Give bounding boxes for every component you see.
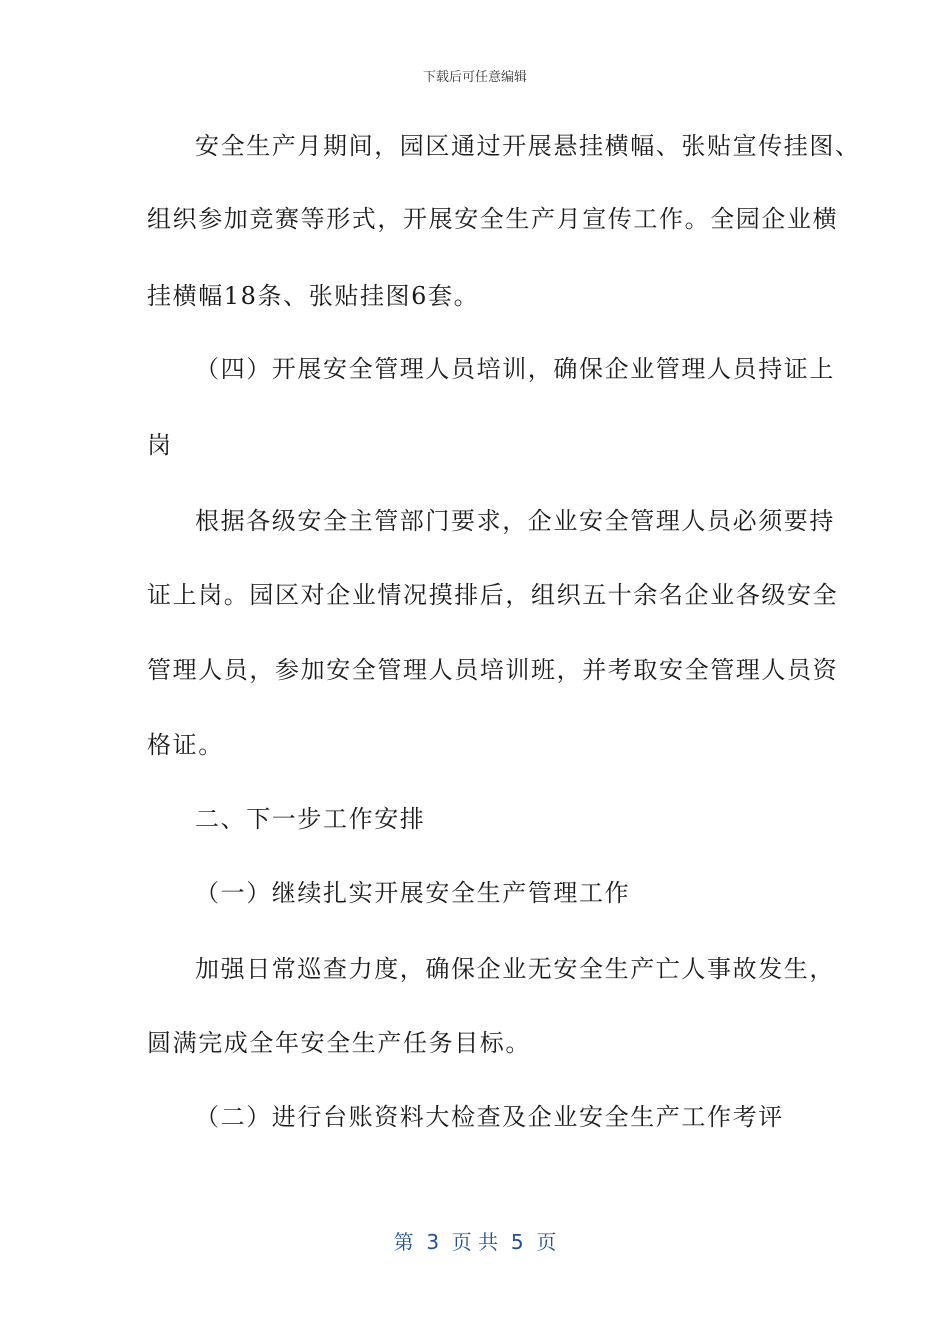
header-note: 下载后可任意编辑	[422, 70, 527, 85]
section-heading: 二、下一步工作安排	[195, 805, 426, 833]
paragraph-line: 圆满完成全年安全生产任务目标。	[147, 1029, 531, 1057]
paragraph-line: 管理人员，参加安全管理人员培训班，并考取安全管理人员资	[147, 656, 839, 684]
subsection-heading: （一）继续扎实开展安全生产管理工作	[195, 879, 631, 907]
paragraph-line: 安全生产月期间，园区通过开展悬挂横幅、张贴宣传挂图、	[195, 132, 861, 160]
paragraph-line: 挂横幅18条、张贴挂图6套。	[147, 282, 480, 310]
page-number-footer: 第 3 页 共 5 页	[393, 1230, 557, 1254]
paragraph-line: 证上岗。园区对企业情况摸排后，组织五十余名企业各级安全	[147, 581, 839, 609]
paragraph-line: 组织参加竞赛等形式，开展安全生产月宣传工作。全园企业横	[147, 205, 839, 233]
paragraph-line: 加强日常巡查力度，确保企业无安全生产亡人事故发生，	[195, 955, 835, 983]
section-heading: （四）开展安全管理人员培训，确保企业管理人员持证上	[195, 355, 835, 383]
paragraph-line: 根据各级安全主管部门要求，企业安全管理人员必须要持	[195, 507, 835, 535]
section-heading-continued: 岗	[147, 431, 173, 459]
paragraph-line: 格证。	[147, 731, 224, 759]
subsection-heading: （二）进行台账资料大检查及企业安全生产工作考评	[195, 1103, 784, 1131]
